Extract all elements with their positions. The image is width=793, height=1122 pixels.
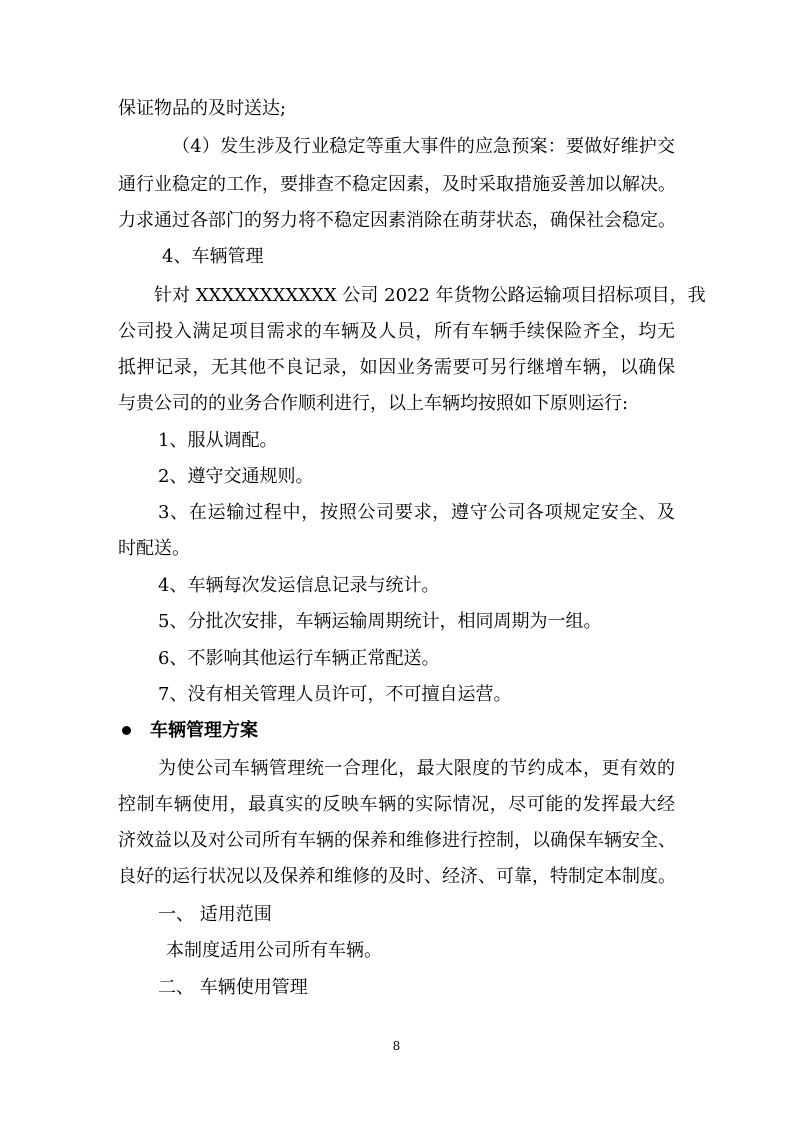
subheading-scope: 一、 适用范围 (158, 904, 272, 925)
text-line-7: 公司投入满足项目需求的车辆及人员，所有车辆手续保险齐全，均无 (118, 321, 675, 342)
text-line-1: 保证物品的及时送达; (118, 98, 287, 119)
bullet-dot-icon (122, 726, 131, 735)
text-line-19: 为使公司车辆管理统一合理化，最大限度的节约成本，更有效的 (158, 758, 675, 779)
list-item-1: 1、服从调配。 (158, 430, 278, 451)
text-line-6: 针对 XXXXXXXXXXX 公司 2022 年货物公路运输项目招标项目，我 (154, 285, 706, 306)
text-line-9: 与贵公司的的业务合作顺利进行，以上车辆均按照如下原则运行: (118, 393, 629, 414)
list-item-7: 7、没有相关管理人员许可，不可擅自运营。 (158, 684, 512, 705)
subheading-vehicle-use: 二、 车辆使用管理 (158, 977, 308, 998)
text-line-8: 抵押记录，无其他不良记录，如因业务需要可另行继增车辆，以确保 (118, 357, 675, 378)
list-item-3-continuation: 时配送。 (118, 538, 190, 559)
text-line-4: 力求通过各部门的努力将不稳定因素消除在萌芽状态，确保社会稳定。 (118, 210, 676, 231)
list-item-5: 5、分批次安排，车辆运输周期统计，相同周期为一组。 (158, 611, 602, 632)
bullet-heading-plan: 车辆管理方案 (150, 720, 258, 741)
text-line-2: （4）发生涉及行业稳定等重大事件的应急预案：要做好维护交 (172, 136, 675, 157)
section-heading-vehicle-management: 4、车辆管理 (162, 246, 264, 267)
list-item-2: 2、遵守交通规则。 (158, 466, 314, 487)
text-line-22: 良好的运行状况以及保养和维修的及时、经济、可靠，特制定本制度。 (118, 866, 676, 887)
page-number: 8 (392, 1039, 401, 1053)
list-item-3: 3、在运输过程中，按照公司要求，遵守公司各项规定安全、及 (158, 502, 675, 523)
text-line-24: 本制度适用公司所有车辆。 (166, 940, 382, 961)
list-item-4: 4、车辆每次发运信息记录与统计。 (158, 575, 440, 596)
list-item-6: 6、不影响其他运行车辆正常配送。 (158, 648, 440, 669)
text-line-21: 济效益以及对公司所有车辆的保养和维修进行控制，以确保车辆安全、 (118, 830, 676, 851)
text-line-20: 控制车辆使用，最真实的反映车辆的实际情况，尽可能的发挥最大经 (118, 794, 675, 815)
text-line-3: 通行业稳定的工作，要排查不稳定因素，及时采取措施妥善加以解决。 (118, 174, 676, 195)
